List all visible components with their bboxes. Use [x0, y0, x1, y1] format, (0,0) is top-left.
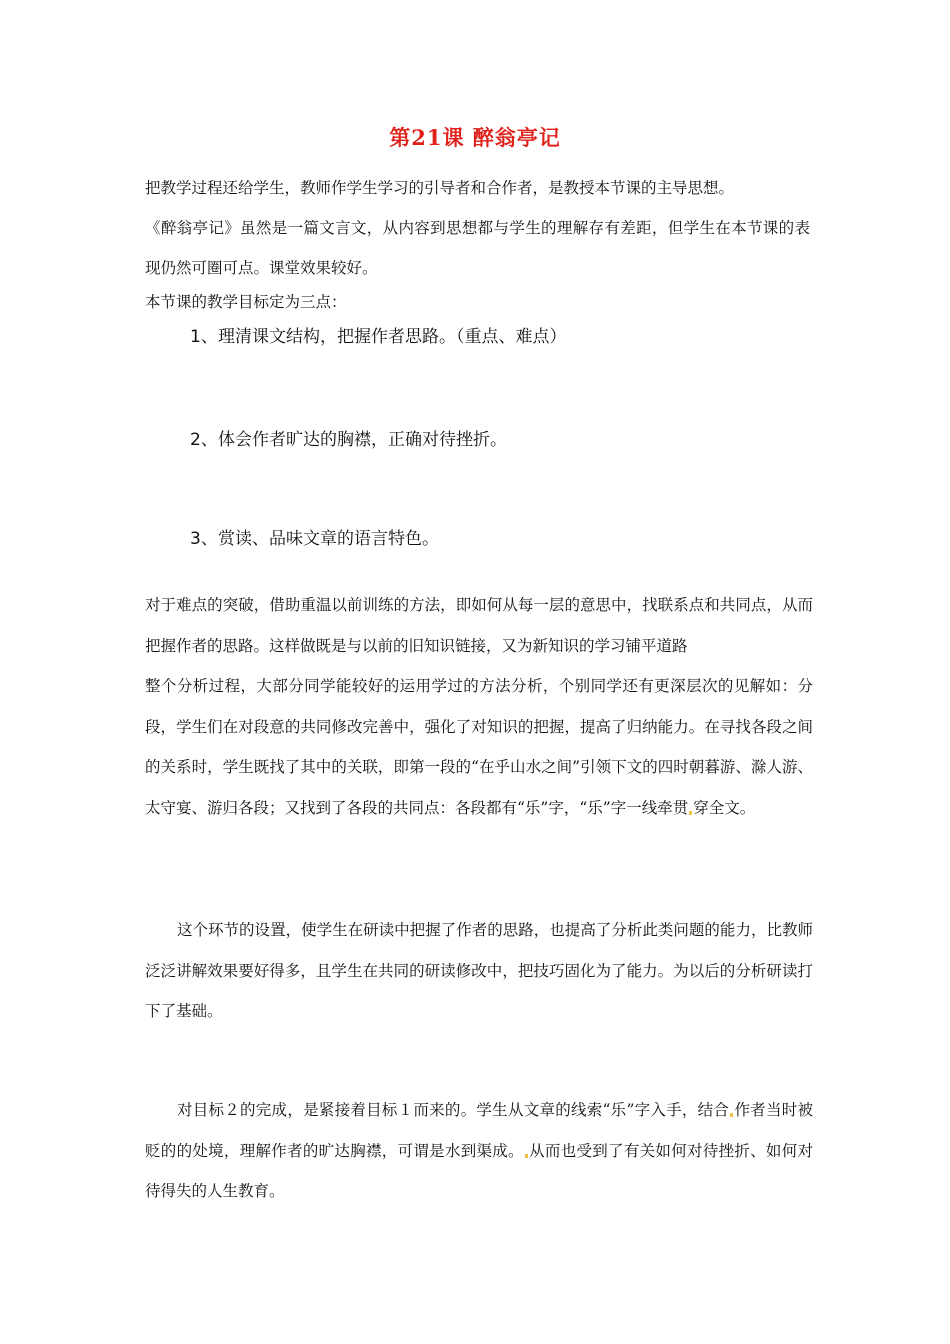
- page-title: 第21课 醉翁亭记: [389, 125, 561, 150]
- highlight-marker: [730, 1113, 733, 1117]
- goal-item-2: [190, 425, 507, 450]
- goal-number: 3、: [190, 529, 218, 549]
- section3-text-c: 从而也受到了有关如何对待挫折、如何对待得失的人生教育。: [145, 1141, 813, 1200]
- intro-line-2: 《醉翁亭记》虽然是一篇文言文，从内容到思想都与学生的理解存有差距，但学生在本节课的表现仍然可圈可点。课堂效果较好。: [145, 219, 810, 277]
- section3-text-a: 对目标２的完成，是紧接着目标１而来的。学生从文章的线索“乐”字入手，结合: [177, 1101, 730, 1119]
- intro-line-1: 把教学过程还给学生，教师作学生学习的引导者和合作者，是教授本节课的主导思想。: [145, 179, 735, 197]
- intro-line-3: 本节课的教学目标定为三点：: [145, 293, 347, 311]
- goal-number: 2、: [190, 430, 218, 450]
- analysis-paragraph-1: 对于难点的突破，借助重温以前训练的方法，即如何从每一层的意思中，找联系点和共同点，从而把握作者的思路。这样做既是与以前的旧知识链接，又为新知识的学习铺平道路: [145, 596, 813, 655]
- goal-text: 体会作者旷达的胸襟，正确对待挫折。: [218, 430, 507, 450]
- goal-item-1: [190, 322, 567, 347]
- goal-item-3: [190, 524, 439, 549]
- goal-text: 赏读、品味文章的语言特色。: [218, 529, 439, 549]
- goal-number: 1、: [190, 327, 218, 347]
- analysis-text: 整个分析过程，大部分同学能较好的运用学过的方法分析，个别同学还有更深层次的见解如：分段，学生们在对段意的共同修改完善中，强化了对知识的把握，提高了归纳能力。在寻找各段之间的关系时，学生既找了其中的关联，即第一段的“在乎山水之间”引领下文的四时朝暮游、滁人游、太守宴、游归各段；又找到了各段的共同点：各段都有“乐”字，“乐”字一线牵贯: [145, 677, 813, 817]
- analysis-text-tail: 穿全文。: [693, 798, 756, 817]
- section2-paragraph: 这个环节的设置，使学生在研读中把握了作者的思路，也提高了分析此类问题的能力，比教师泛泛讲解效果要好得多，且学生在共同的研读修改中，把技巧固化为了能力。为以后的分析研读打下了基础。: [145, 921, 813, 1020]
- goal-text: 理清课文结构，把握作者思路。（重点、难点）: [218, 327, 567, 347]
- highlight-marker: [525, 1154, 528, 1158]
- highlight-marker: [689, 811, 692, 815]
- section3-paragraph: [145, 1090, 813, 1212]
- analysis-paragraph-2: [145, 666, 813, 828]
- section3-text-b: 作者当时被贬的的处境，理解作者的旷达胸襟，可谓是水到渠成。: [145, 1101, 813, 1160]
